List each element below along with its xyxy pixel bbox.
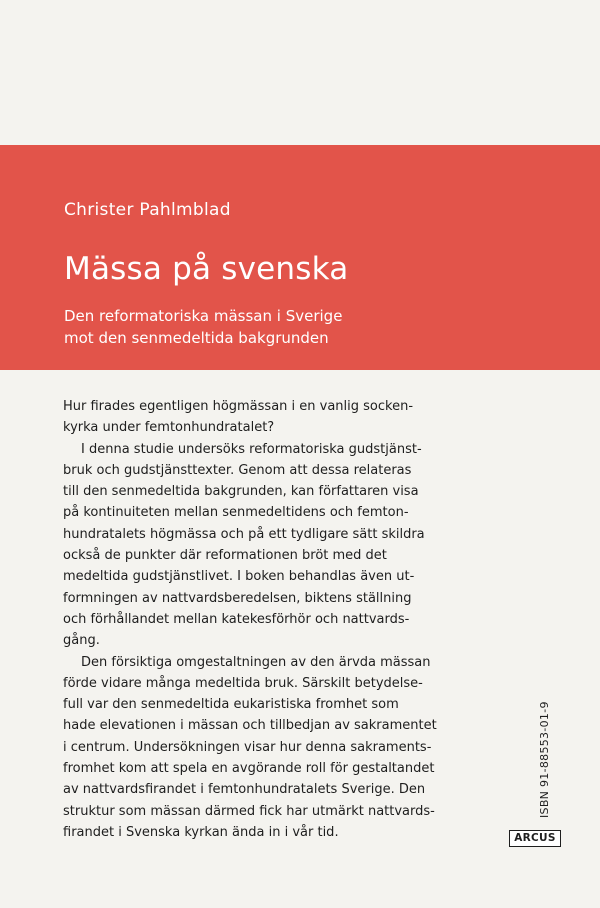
blurb-line: struktur som mässan därmed fick har utmärkt nattvards- — [63, 803, 435, 819]
book-title: Mässa på svenska — [64, 251, 349, 287]
author-name: Christer Pahlmblad — [64, 200, 231, 220]
blurb-line: till den senmedeltida bakgrunden, kan författaren visa — [63, 484, 419, 500]
blurb-line: av nattvardsfirandet i femtonhundratalets Sverige. Den — [63, 782, 426, 798]
blurb-line: hade elevationen i mässan och tillbedjan av sakramentet — [63, 718, 437, 734]
blurb-line: och förhållandet mellan katekesförhör och nattvards- — [63, 611, 410, 627]
blurb-line: I denna studie undersöks reformatoriska gudstjänst- — [81, 441, 422, 457]
blurb-line: medeltida gudstjänstlivet. I boken behandlas även ut- — [63, 569, 415, 585]
subtitle-line: Den reformatoriska mässan i Sverige — [64, 307, 343, 325]
blurb-line: också de punkter där reformationen bröt med det — [63, 548, 387, 564]
blurb-line: fromhet kom att spela en avgörande roll för gestaltandet — [63, 761, 435, 777]
back-cover-blurb — [63, 396, 493, 843]
blurb-line: gång. — [63, 633, 100, 649]
blurb-line: bruk och gudstjänsttexter. Genom att dessa relateras — [63, 462, 412, 478]
blurb-line: i centrum. Undersökningen visar hur denna sakraments- — [63, 739, 432, 755]
blurb-line: kyrka under femtonhundratalet? — [63, 420, 275, 436]
blurb-line: på kontinuiteten mellan senmedeltidens och femton- — [63, 505, 409, 521]
book-subtitle — [64, 305, 342, 349]
blurb-line: förde vidare många medeltida bruk. Särskilt betydelse- — [63, 675, 423, 691]
blurb-line: Hur firades egentligen högmässan i en vanlig socken- — [63, 399, 414, 414]
blurb-line: hundratalets högmässa och på ett tydligare sätt skildra — [63, 526, 425, 542]
publisher-logo: ARCUS — [509, 830, 561, 847]
blurb-line: full var den senmedeltida eukaristiska fromhet som — [63, 697, 399, 713]
blurb-line: firandet i Svenska kyrkan ända in i vår tid. — [63, 824, 339, 840]
blurb-paragraph — [63, 652, 493, 844]
blurb-paragraph — [63, 439, 493, 652]
subtitle-line: mot den senmedeltida bakgrunden — [64, 329, 329, 347]
blurb-paragraph — [63, 396, 493, 439]
blurb-line: Den försiktiga omgestaltningen av den ärvda mässan — [81, 654, 431, 670]
blurb-line: formningen av nattvardsberedelsen, biktens ställning — [63, 590, 412, 606]
isbn-number: ISBN 91-88553-01-9 — [538, 701, 551, 818]
